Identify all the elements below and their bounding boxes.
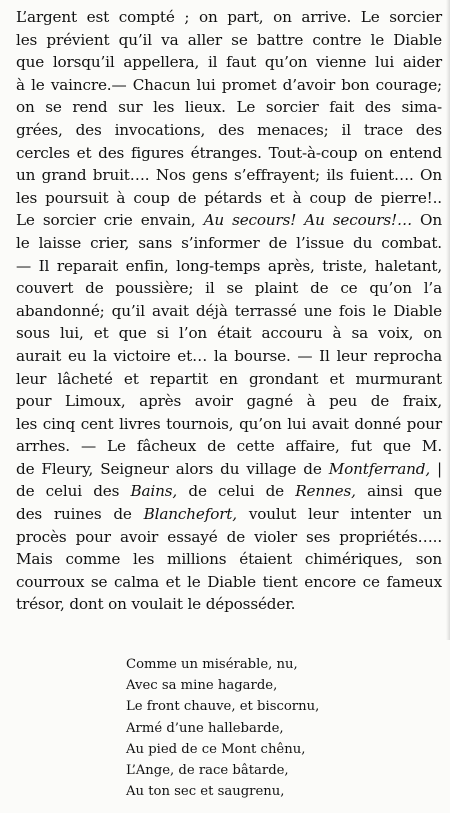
verse-line: Armé d’une hallebarde, xyxy=(126,720,284,736)
prose-line: le laisse crier, sans s’informer de l’issue du combat. xyxy=(16,233,442,252)
prose-line: couvert de poussière; il se plaint de ce qu’on l’a xyxy=(16,279,442,298)
verse-line: Au ton sec et saugrenu, xyxy=(126,784,285,800)
page-edge-shadow xyxy=(446,0,450,640)
prose-line: on se rend sur les lieux. Le sorcier fait des sima- xyxy=(16,98,442,117)
prose-line: les prévient qu’il va aller se battre contre le Diable xyxy=(16,30,442,49)
prose-paragraph xyxy=(16,6,442,616)
prose-line: procès pour avoir essayé de violer ses propriétés….. xyxy=(16,527,442,546)
prose-line: grées, des invocations, des menaces; il trace des xyxy=(16,120,442,139)
verse-line: Comme un misérable, nu, xyxy=(126,657,298,672)
prose-line: sous lui, et que si l’on était accouru à sa voix, on xyxy=(16,324,442,343)
prose-line: les poursuit à coup de pétards et à coup de pierre!.. xyxy=(16,188,442,207)
prose-line: que lorsqu’il appellera, il faut qu’on vienne lui aider xyxy=(16,53,442,72)
prose-line: Mais comme les millions étaient chimériques, son xyxy=(16,550,442,569)
prose-line: de celui des Bains, de celui de Rennes, ainsi que xyxy=(16,482,442,501)
prose-line: un grand bruit…. Nos gens s’effrayent; ils fuient…. On xyxy=(16,166,442,185)
prose-line: courroux se calma et le Diable tient encore ce fameux xyxy=(16,572,442,591)
prose-line: arrhes. — Le fâcheux de cette affaire, fut que M. xyxy=(16,437,442,456)
prose-line: L’argent est compté ; on part, on arrive. Le sorcier xyxy=(16,8,442,26)
prose-line: leur lâcheté et repartit en grondant et murmurant xyxy=(16,369,442,388)
prose-line: les cinq cent livres tournois, qu’on lui avait donné pour xyxy=(16,414,442,433)
verse-line: Le front chauve, et biscornu, xyxy=(126,699,320,715)
prose-line: trésor, dont on voulait le déposséder. xyxy=(16,595,296,614)
prose-line: des ruines de Blanchefort, voulut leur intenter un xyxy=(16,505,442,524)
prose-line: pour Limoux, après avoir gagné à peu de fraix, xyxy=(16,392,442,411)
prose-line: — Il reparait enfin, long-temps après, triste, haletant, xyxy=(16,256,442,275)
verse-line: Au pied de ce Mont chênu, xyxy=(126,741,306,757)
prose-line: à le vaincre.— Chacun lui promet d’avoir bon courage; xyxy=(16,75,442,94)
verse-line: L’Ange, de race bâtarde, xyxy=(126,762,289,778)
prose-line: de Fleury, Seigneur alors du village de Montferrand, | xyxy=(16,459,442,478)
prose-line: cercles et des figures étranges. Tout-à-coup on entend xyxy=(16,143,442,162)
verse-stanza xyxy=(126,654,366,802)
verse-line: Avec sa mine hagarde, xyxy=(126,678,278,694)
prose-line: Le sorcier crie envain, Au secours! Au secours!… On xyxy=(16,211,442,230)
prose-line: abandonné; qu’il avait déjà terrassé une fois le Diable xyxy=(16,301,442,320)
prose-line: aurait eu la victoire et… la bourse. — Il leur reprocha xyxy=(16,346,442,365)
